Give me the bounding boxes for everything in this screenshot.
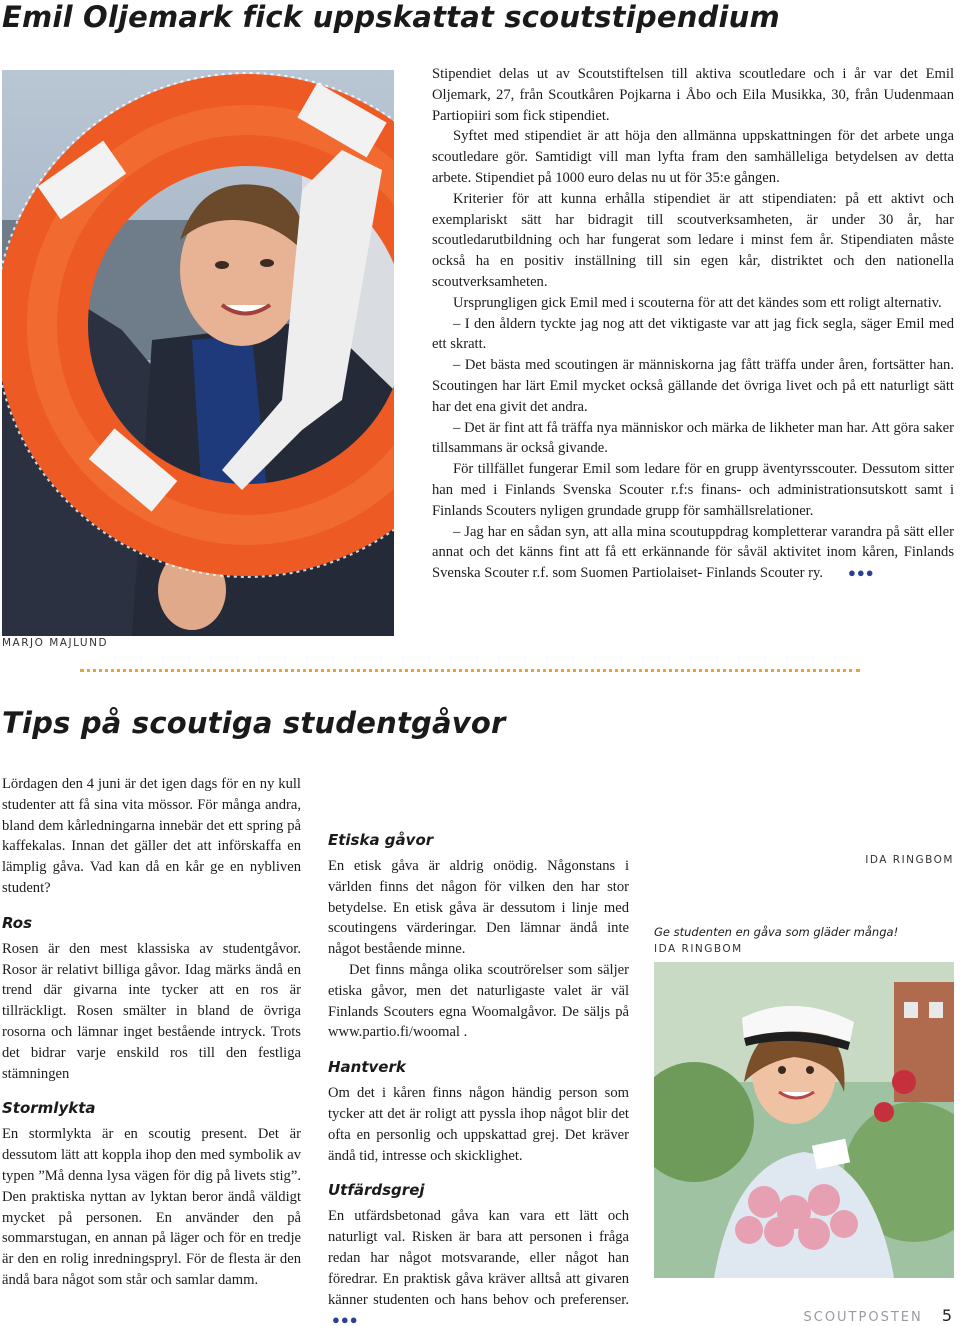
- end-mark-icon: ●●●: [332, 1312, 359, 1326]
- photo-credit: IDA RINGBOM: [654, 943, 743, 955]
- article-column-1: [2, 774, 301, 1291]
- page-footer: [803, 1306, 952, 1325]
- lifebuoy-photo-illustration: [2, 70, 394, 636]
- article-body: [432, 64, 954, 584]
- magazine-name: SCOUTPOSTEN: [803, 1310, 923, 1325]
- section-divider: [80, 669, 860, 672]
- photo-man-with-lifebuoy: [2, 70, 394, 636]
- page-number: 5: [941, 1306, 952, 1325]
- paragraph-text: En utfärdsbetonad gåva kan vara ett lätt och naturligt val. Risken är bara att personen i fråga redan har något motsvarande, eller något han föredrar. En praktisk gåva kräver alltså att givaren känner studenten och hans behov och preferenser.: [328, 1208, 629, 1308]
- article-headline: Tips på scoutiga studentgåvor: [2, 706, 506, 740]
- paragraph: Om det i kåren finns någon händig person som tycker att det är roligt att pyssla ihop något blir det ofta en personlig och uppskattad grej. Det kräver ändå tid, intresse och skicklighet.: [328, 1085, 629, 1164]
- photo-student-with-roses: [654, 962, 954, 1278]
- final-paragraph-text: – Jag har en sådan syn, att alla mina scoutuppdrag kompletterar varandra på sätt eller annat och det känns fint att få ett erkännande för såväl aktivitet inom kåren, Finlands Svenska Scouter r.f. som Suomen Partiolaiset- Finlands Scouter ry.: [432, 523, 954, 582]
- photo-credit: MARJO MAJLUND: [2, 637, 109, 649]
- subheading-stormlykta: Stormlykta: [2, 1099, 96, 1118]
- subheading-ros: Ros: [2, 913, 33, 932]
- intro-paragraph: Lördagen den 4 juni är det igen dags för en ny kull studenter att få sina vita mössor. För många andra, bland dem kårledningarna innebär det ett spring på kaffekalas. Innan det gäller det att införskaffa en lämplig gåva. Vad kan då en kår ge en nybliven student?: [2, 776, 301, 896]
- paragraph: Syftet med stipendiet är att höja den allmänna uppskattningen för det arbete unga scoutledare gör. Samtidigt vill man lyfta fram den samhälleliga betydelsen av detta arbete. Stipendiet på 1000 euro delas nu ut för 35:e gången.: [432, 128, 954, 186]
- paragraph: [328, 1206, 629, 1326]
- quote-paragraph: – Det bästa med scoutingen är människorna jag fått träffa under åren, fortsätter han. Scoutingen har lärt Emil mycket också gällande det övriga livet och på ett naturligt sätt har det ena givit det andra.: [432, 357, 954, 415]
- paragraph: Kriterier för att kunna erhålla stipendiet är att stipendiaten: på ett aktivt och exemplariskt sätt har bidragit till scoutverksamheten, är under 30 år, har scoutledarutbildning och har fungerat som ledare i minst fem år. Stipendiaten måste också ha en positiv inställning till sin egen kår, distriktet och den nationella scoutverksamheten.: [432, 190, 954, 290]
- paragraph: Stipendiet delas ut av Scoutstiftelsen till aktiva scoutledare och i år var det Emil Oljemark, 27, från Scoutkåren Pojkarna i Åbo och Eila Musikka, 30, från Uudenmaan Partiopiiri som fick stipendiet.: [432, 66, 954, 124]
- paragraph: För tillfället fungerar Emil som ledare för en grupp äventyrsscouter. Dessutom sitter han med i Finlands Svenska Scouter r.f:s finans- och administrationsutskott samt i Finlands Scouters nyligen grundade grupp för samhällsrelationer.: [432, 461, 954, 519]
- paragraph: Rosen är den mest klassiska av studentgåvor. Rosor är relativt billiga gåvor. Idag märks ändå en trend där givarna inte tycker att en ros är tillräckligt. Rosen smälter in bland de övriga rosorna och lämnar inget bestående intryck. Trots det bidrar varje enskild ros till den festliga stämningen: [2, 940, 301, 1082]
- subheading-utfardsgrej: Utfärdsgrej: [328, 1181, 425, 1200]
- subheading-hantverk: Hantverk: [328, 1058, 406, 1077]
- end-mark-icon: ●●●: [848, 565, 875, 581]
- student-photo-illustration: [654, 962, 954, 1278]
- photo-caption: Ge studenten en gåva som gläder många!: [654, 925, 899, 939]
- article-column-3: [654, 774, 954, 866]
- article-column-2: [328, 774, 629, 1326]
- paragraph: En etisk gåva är aldrig onödig. Någonstans i världen finns det någon för vilken den har stor betydelse. En etisk gåva är dessutom i linje med scoutingens värderingar. Den lämnar ändå inte något bestående minne.: [328, 858, 629, 958]
- paragraph: Ursprungligen gick Emil med i scouterna för att det kändes som ett roligt alternativ.: [453, 294, 942, 311]
- quote-paragraph: – Det är fint att få träffa nya människor och märka de likheter man har. Att göra saker tillsammans är också givande.: [432, 419, 954, 457]
- final-paragraph: [432, 522, 954, 584]
- paragraph: En stormlykta är en scoutig present. Det är dessutom lätt att koppla ihop den med symbolik av typen ”Må denna lysa vägen för dig på livets stig”. Den praktiska nyttan av lyktan beror ändå väldigt mycket på personen. En använder den på sommarstugan, en annan på läger och för en tredje är den en rolig inredningspryl. För de flesta är den ändå bara något som står och samlar damm.: [2, 1126, 301, 1288]
- author-credit: IDA RINGBOM: [865, 854, 954, 866]
- article-headline: Emil Oljemark fick uppskattat scoutstipendium: [2, 0, 780, 34]
- subheading-etiska-gavor: Etiska gåvor: [328, 831, 434, 849]
- quote-paragraph: – I den åldern tyckte jag nog att det viktigaste var att jag fick segla, säger Emil med ett skratt.: [432, 315, 954, 353]
- paragraph: Det finns många olika scoutrörelser som säljer etiska gåvor, men det naturligaste valet är väl Finlands Scouters egna Woomalgåvor. De säljs på www.partio.fi/woomal .: [328, 961, 629, 1041]
